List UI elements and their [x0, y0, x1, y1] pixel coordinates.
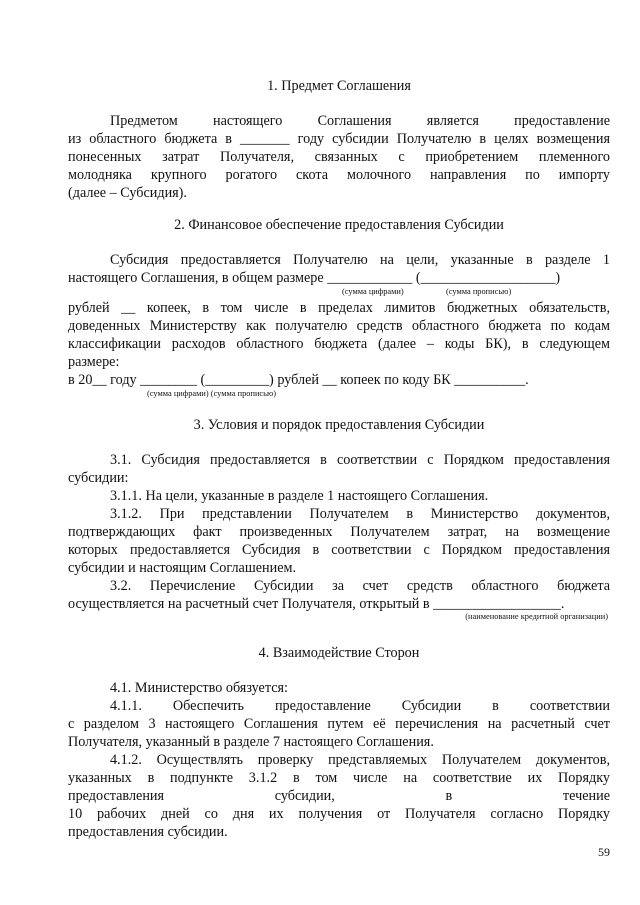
- caption-bank-name: (наименование кредитной организации): [465, 612, 608, 621]
- paragraph-line: предоставления субсидии.: [68, 824, 228, 840]
- paragraph-line: субсидии:: [68, 470, 129, 486]
- paragraph-line: доведенных Министерству как получателю средств областного бюджета по кодам: [68, 318, 610, 334]
- paragraph-line: 3.1.1. На цели, указанные в разделе 1 настоящего Соглашения.: [110, 488, 489, 504]
- paragraph-line: Предметом настоящего Соглашения является предоставление: [110, 113, 610, 129]
- paragraph-line: размере:: [68, 354, 120, 370]
- paragraph-line: Получателя, указанный в разделе 7 настоящего Соглашения.: [68, 734, 434, 750]
- caption-year-sum: (сумма цифрами) (сумма прописью): [147, 389, 277, 398]
- paragraph-line: подтверждающих факт произведенных Получателем затрат, на возмещение: [68, 524, 610, 540]
- paragraph-line: 3.1. Субсидия предоставляется в соответствии с Порядком предоставления: [110, 452, 610, 468]
- paragraph-line: Субсидия предоставляется Получателю на цели, указанные в разделе 1: [110, 252, 610, 268]
- paragraph-line: 3.1.2. При представлении Получателем в Министерство документов,: [110, 506, 610, 522]
- paragraph-line: в 20__ году ________ (_________) рублей __ копеек по коду БК __________.: [68, 372, 529, 388]
- paragraph-line: которых предоставляется Субсидия в соответствии с Порядком предоставления: [68, 542, 610, 558]
- paragraph-line: из областного бюджета в _______ году субсидии Получателю в целях возмещения: [68, 131, 610, 147]
- paragraph-line: 3.2. Перечисление Субсидии за счет средств областного бюджета: [110, 578, 610, 594]
- paragraph-line: 4.1.2. Осуществлять проверку представляемых Получателем документов,: [110, 752, 610, 768]
- caption-sum-words: (сумма прописью): [446, 287, 512, 296]
- caption-sum-digits: (сумма цифрами): [342, 287, 404, 296]
- paragraph-line: осуществляется на расчетный счет Получателя, открытый в __________________.: [68, 596, 565, 612]
- paragraph-line: субсидии и настоящим Соглашением.: [68, 560, 297, 576]
- section-1-title: 1. Предмет Соглашения: [267, 78, 411, 94]
- section-4-title: 4. Взаимодействие Сторон: [258, 645, 420, 661]
- paragraph-line: классификации расходов областного бюджета (далее – коды БК), в следующем: [68, 336, 610, 352]
- paragraph-line: молодняка крупного рогатого скота молочного направления по импорту: [68, 167, 610, 183]
- paragraph-line: указанных в подпункте 3.1.2 в том числе на соответствие их Порядку: [68, 770, 610, 786]
- page-number: 59: [598, 845, 610, 859]
- paragraph-line: (далее – Субсидия).: [68, 185, 187, 201]
- paragraph-line: рублей __ копеек, в том числе в пределах лимитов бюджетных обязательств,: [68, 300, 610, 316]
- paragraph-line: с разделом 3 настоящего Соглашения путем её перечисления на расчетный счет: [68, 716, 610, 732]
- paragraph-line: настоящего Соглашения, в общем размере ____________ (___________________): [68, 270, 561, 286]
- paragraph-line: понесенных затрат Получателя, связанных с приобретением племенного: [68, 149, 610, 165]
- section-3-title: 3. Условия и порядок предоставления Субсидии: [193, 417, 485, 433]
- paragraph-line: предоставления субсидии, в течение: [68, 788, 610, 804]
- paragraph-line: 10 рабочих дней со дня их получения от Получателя согласно Порядку: [68, 806, 610, 822]
- paragraph-line: 4.1.1. Обеспечить предоставление Субсидии в соответствии: [110, 698, 610, 714]
- section-2-title: 2. Финансовое обеспечение предоставления Субсидии: [174, 217, 504, 233]
- paragraph-line: 4.1. Министерство обязуется:: [110, 680, 288, 696]
